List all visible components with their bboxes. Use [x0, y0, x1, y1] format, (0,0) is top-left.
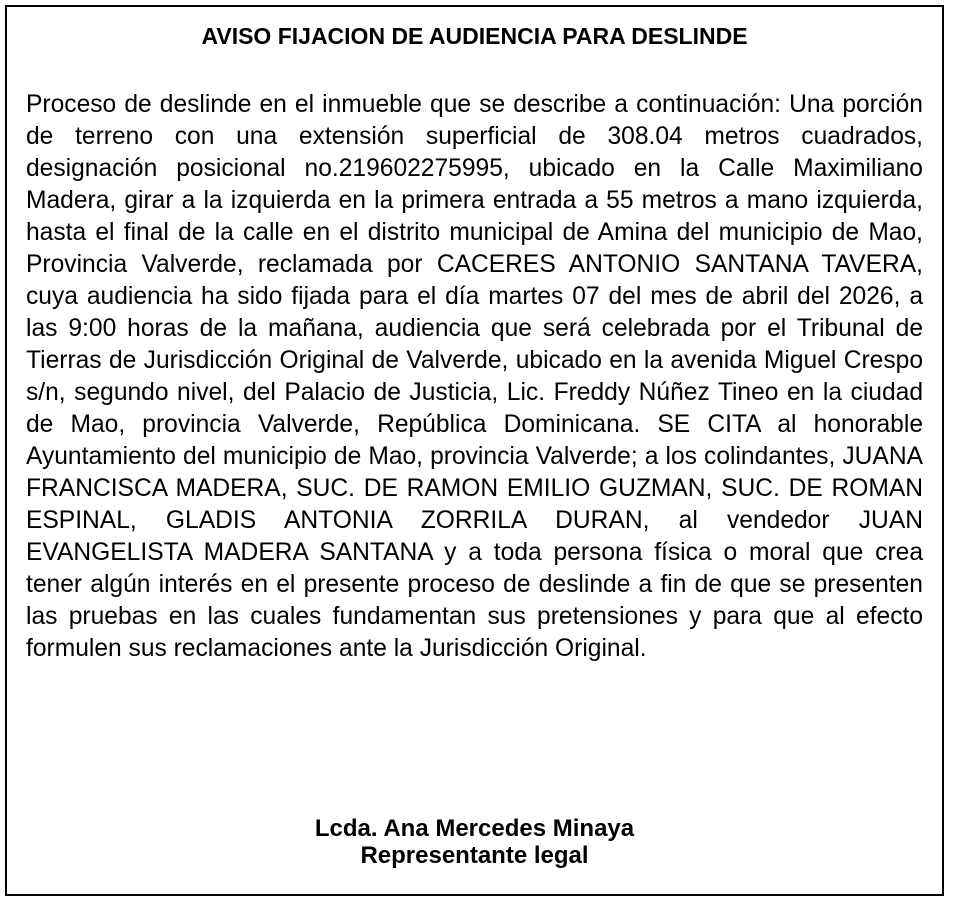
- signer-name: Lcda. Ana Mercedes Minaya: [314, 815, 635, 842]
- notice-body: Proceso de deslinde en el inmueble que se describe a continuación: Una porción de terreno con una extensión superficial de 308.04 metros cuadrados, designación posicional no.219602275995, ubicado en la Calle Maximiliano Madera, girar a la izquierda en la primera entrada a 55 metros a mano izquierda, hasta el final de la calle en el distrito municipal de Amina del municipio de Mao, Provincia Valverde, reclamada por CACERES ANTONIO SANTANA TAVERA, cuya audiencia ha sido fijada para el día martes 07 del mes de abril del 2026, a las 9:00 horas de la mañana, audiencia que será celebrada por el Tribunal de Tierras de Jurisdicción Original de Valverde, ubicado en la avenida Miguel Crespo s/n, segundo nivel, del Palacio de Justicia, Lic. Freddy Núñez Tineo en la ciudad de Mao, provincia Valverde, República Dominicana. SE CITA al honorable Ayuntamiento del municipio de Mao, provincia Valverde; a los colindantes, JUANA FRANCISCA MADERA, SUC. DE RAMON EMILIO GUZMAN, SUC. DE ROMAN ESPINAL, GLADIS ANTONIA ZORRILA DURAN, al vendedor JUAN EVANGELISTA MADERA SANTANA y a toda persona física o moral que crea tener algún interés en el presente proceso de deslinde a fin de que se presenten las pruebas en las cuales fundamentan sus pretensiones y para que al efecto formulen sus reclamaciones ante la Jurisdicción Original.: [26, 91, 923, 662]
- signer-role: Representante legal: [360, 842, 589, 869]
- notice-title: AVISO FIJACION DE AUDIENCIA PARA DESLINDE: [201, 23, 748, 49]
- signature-block: [7, 815, 942, 869]
- legal-notice: [5, 5, 944, 896]
